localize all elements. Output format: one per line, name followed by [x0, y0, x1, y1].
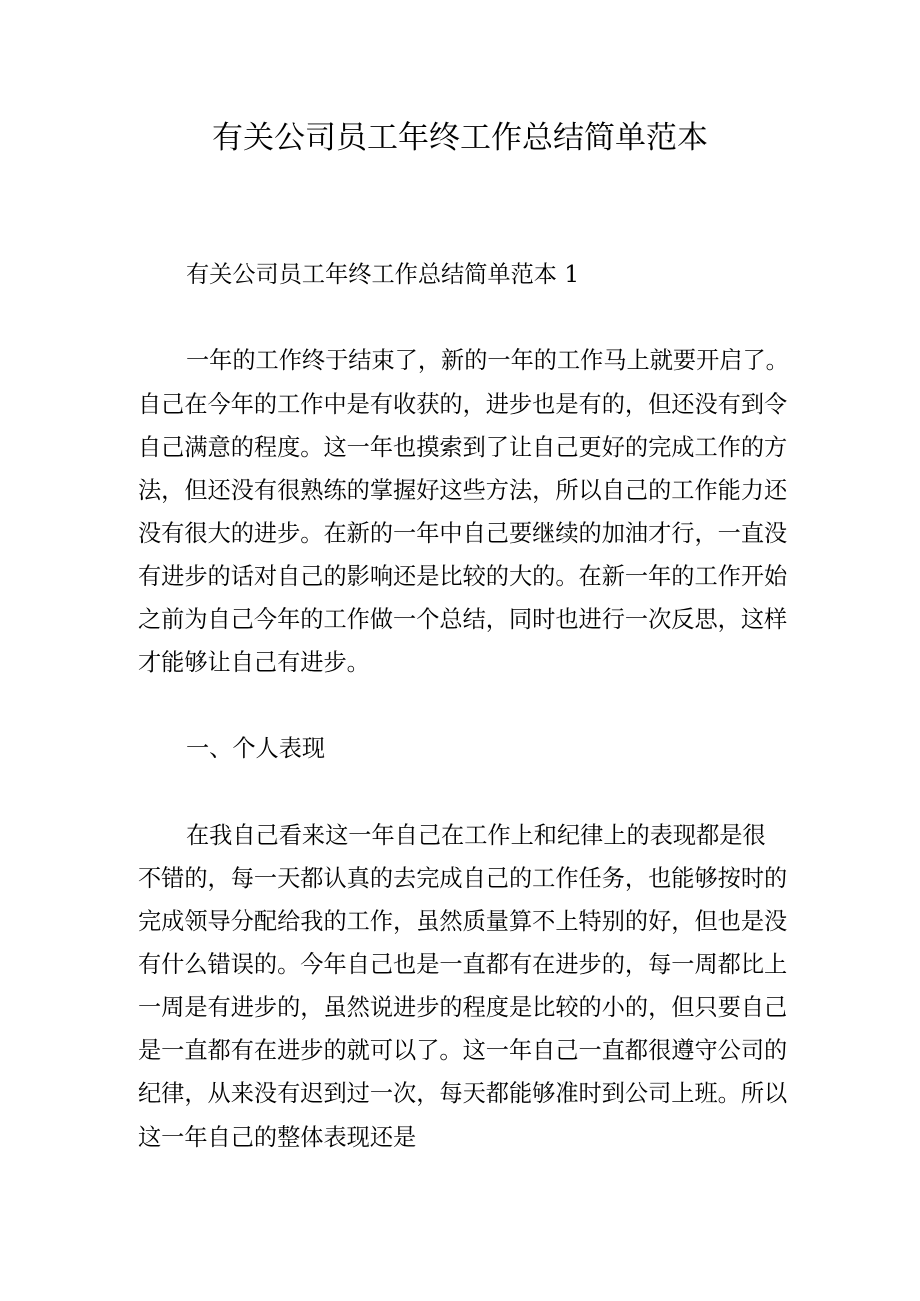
paragraph-line: 自己在今年的工作中是有收获的，进步也是有的，但还没有到令 — [138, 391, 788, 418]
paragraph-line: 自己满意的程度。这一年也摸索到了让自己更好的完成工作的方 — [138, 434, 788, 461]
paragraph-line: 完成领导分配给我的工作，虽然质量算不上特别的好，但也是没 — [138, 908, 788, 935]
paragraph-line: 才能够让自己有进步。 — [138, 649, 370, 676]
paragraph-line: 一周是有进步的，虽然说进步的程度是比较的小的，但只要自己 — [138, 994, 788, 1021]
paragraph-line: 这一年自己的整体表现还是 — [138, 1124, 417, 1151]
paragraph-line: 一年的工作终于结束了，新的一年的工作马上就要开启了。 — [186, 347, 789, 374]
paragraph-line: 没有很大的进步。在新的一年中自己要继续的加油才行，一直没 — [138, 520, 788, 547]
paragraph-line: 有什么错误的。今年自己也是一直都有在进步的，每一周都比上 — [138, 951, 788, 978]
document-subtitle: 有关公司员工年终工作总结简单范本 1 — [186, 261, 580, 288]
document-title: 有关公司员工年终工作总结简单范本 — [212, 120, 708, 156]
paragraph-line: 纪律，从来没有迟到过一次，每天都能够准时到公司上班。所以 — [138, 1080, 788, 1107]
paragraph-line: 有进步的话对自己的影响还是比较的大的。在新一年的工作开始 — [138, 563, 788, 590]
paragraph-line: 是一直都有在进步的就可以了。这一年自己一直都很遵守公司的 — [138, 1037, 788, 1064]
section-heading-personal-performance: 一、个人表现 — [186, 735, 326, 762]
paragraph-line: 在我自己看来这一年自己在工作上和纪律上的表现都是很 — [186, 822, 766, 849]
paragraph-line: 之前为自己今年的工作做一个总结，同时也进行一次反思，这样 — [138, 606, 788, 633]
paragraph-line: 不错的，每一天都认真的去完成自己的工作任务，也能够按时的 — [138, 865, 788, 892]
paragraph-line: 法，但还没有很熟练的掌握好这些方法，所以自己的工作能力还 — [138, 477, 788, 504]
